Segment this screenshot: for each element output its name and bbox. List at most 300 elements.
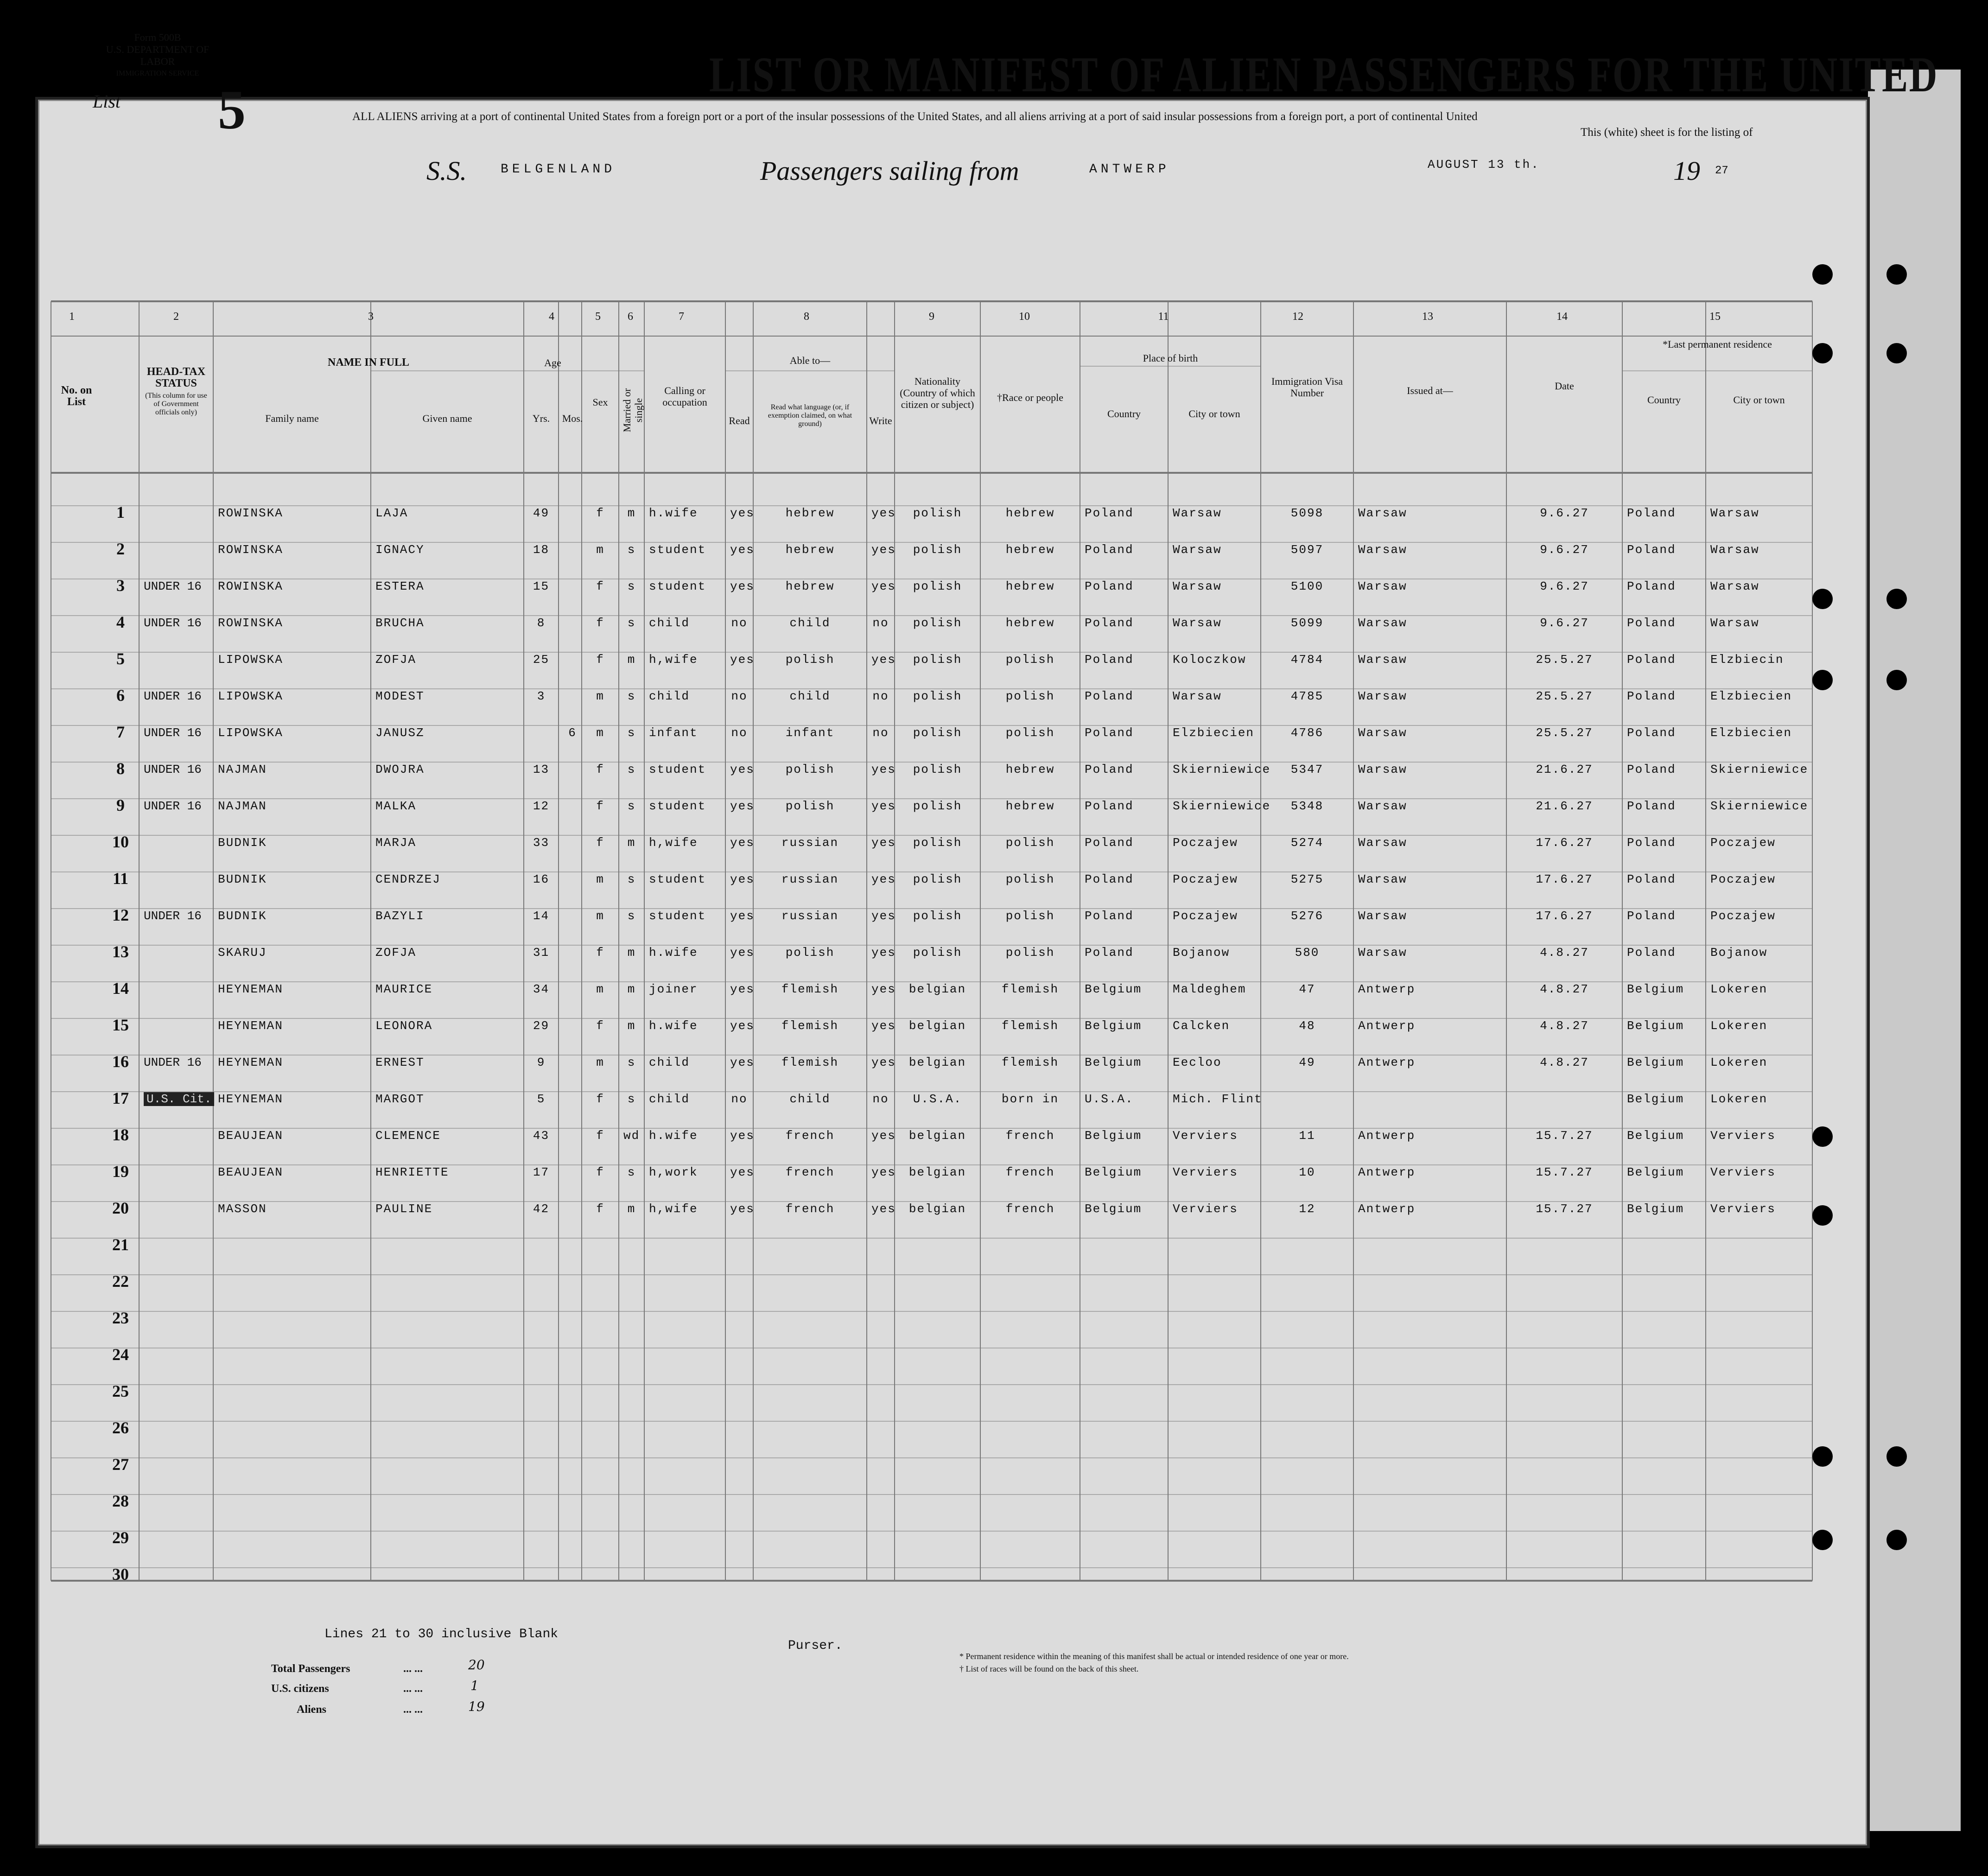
cell-sex: f [596,1092,604,1106]
cell-ht: UNDER 16 [144,763,202,776]
cell-race: born in [1001,1092,1059,1106]
cell-yrs: 13 [533,763,550,776]
cell-rt: Bojanow [1710,946,1768,960]
cell-giv: CENDRZEJ [375,872,441,886]
cell-ht: UNDER 16 [144,909,202,923]
cell-yrs: 29 [533,1019,550,1033]
year-prefix: 19 [1673,156,1700,186]
cell-lang: russian [781,909,839,923]
cell-iss: Warsaw [1358,579,1407,593]
cell-lang: hebrew [785,543,835,557]
cell-iss: Warsaw [1358,543,1407,557]
cell-fam: ROWINSKA [218,616,283,630]
cell-date: 9.6.27 [1540,616,1589,630]
uscit-dots: ... ... [403,1683,423,1695]
cell-bt: Skierniewice [1173,763,1271,776]
cell-visa: 5097 [1290,543,1324,557]
cell-rc: Belgium [1627,1202,1684,1216]
punch-hole [1812,1126,1833,1147]
row-number: 10 [112,833,129,851]
cell-fam: NAJMAN [218,799,267,813]
column-number: 15 [1709,311,1721,323]
cell-write: yes [871,799,896,813]
cell-nat: polish [913,543,962,557]
cell-fam: LIPOWSKA [218,689,283,703]
cell-iss: Antwerp [1358,1056,1416,1069]
cell-read: no [731,1092,748,1106]
cell-nat: U.S.A. [913,1092,962,1106]
cell-read: yes [730,1165,755,1179]
cell-iss: Antwerp [1358,982,1416,996]
cell-ms: m [627,982,636,996]
cell-visa: 47 [1299,982,1315,996]
cell-nat: polish [913,579,962,593]
cell-sex: f [596,946,604,960]
cell-visa: 48 [1299,1019,1315,1033]
cell-giv: ESTERA [375,579,425,593]
cell-read: yes [730,763,755,776]
cell-read: yes [730,836,755,850]
residence-note: * Permanent residence within the meaning of this manifest shall be actual or intended residence of one year or more. [959,1652,1349,1661]
cell-sex: f [596,579,604,593]
cell-iss: Warsaw [1358,836,1407,850]
cell-ms: s [627,799,636,813]
cell-ms: m [627,946,636,960]
cell-visa: 5100 [1290,579,1324,593]
header-head-tax: HEAD-TAX STATUS [146,366,206,389]
punch-hole [1886,670,1907,690]
cell-ms: s [627,1165,636,1179]
ship-name: BELGENLAND [501,162,616,177]
cell-sex: m [596,543,604,557]
row-number: 11 [112,869,128,888]
row-number: 15 [112,1016,129,1034]
cell-race: flemish [1001,1019,1059,1033]
cell-ht: UNDER 16 [144,1056,202,1069]
cell-occ: student [649,799,706,813]
cell-giv: ZOFJA [375,653,417,667]
cell-nat: polish [913,799,962,813]
cell-lang: polish [785,763,835,776]
punch-hole [1812,1530,1833,1550]
total-passengers-label: Total Passengers [271,1663,350,1675]
cell-read: yes [730,506,755,520]
cell-lang: child [789,616,831,630]
cell-write: no [872,616,889,630]
cell-read: yes [730,909,755,923]
row-number: 26 [112,1418,129,1437]
cell-date: 15.7.27 [1536,1129,1593,1143]
row-number: 13 [112,942,129,961]
cell-mos: 6 [568,726,577,740]
cell-read: yes [730,1019,755,1033]
cell-giv: BAZYLI [375,909,425,923]
punch-hole [1886,1446,1907,1467]
cell-race: polish [1005,689,1055,703]
cell-occ: h.wife [649,1129,698,1143]
cell-bt: Warsaw [1173,579,1222,593]
cell-race: hebrew [1005,506,1055,520]
cell-rt: Lokeren [1710,1092,1768,1106]
page-title: LIST OR MANIFEST OF ALIEN PASSENGERS FOR THE UNITED [709,47,1938,102]
cell-giv: DWOJRA [375,763,425,776]
row-number: 19 [112,1162,129,1181]
header-able-to: Able to— [789,355,831,366]
cell-read: yes [730,1202,755,1216]
cell-bt: Warsaw [1173,543,1222,557]
cell-bt: Poczajew [1173,836,1238,850]
cell-write: yes [871,506,896,520]
cell-date: 4.8.27 [1540,1019,1589,1033]
cell-giv: MODEST [375,689,425,703]
cell-rc: Poland [1627,506,1676,520]
cell-rc: Poland [1627,689,1676,703]
cell-bt: Bojanow [1173,946,1230,960]
cell-lang: russian [781,872,839,886]
cell-giv: MALKA [375,799,417,813]
cell-read: yes [730,946,755,960]
cell-yrs: 34 [533,982,550,996]
cell-race: hebrew [1005,616,1055,630]
column-number: 1 [69,311,75,323]
row-number: 28 [112,1492,129,1510]
cell-race: french [1005,1165,1055,1179]
cell-occ: h.wife [649,946,698,960]
cell-occ: h,wife [649,836,698,850]
cell-fam: HEYNEMAN [218,1019,283,1033]
cell-rt: Poczajew [1710,872,1776,886]
cell-lang: hebrew [785,579,835,593]
cell-write: yes [871,1165,896,1179]
row-number: 2 [116,540,125,558]
header-yrs: Yrs. [532,413,550,424]
cell-write: yes [871,1202,896,1216]
cell-iss: Warsaw [1358,872,1407,886]
cell-occ: h,wife [649,1202,698,1216]
cell-read: yes [730,1056,755,1069]
column-number: 14 [1556,311,1568,323]
year-suffix: 27 [1715,165,1728,177]
header-name-in-full: NAME IN FULL [327,356,409,369]
cell-write: yes [871,836,896,850]
column-number: 3 [368,311,374,323]
header-issued-at: Issued at— [1407,385,1453,396]
cell-lang: polish [785,653,835,667]
cell-iss: Antwerp [1358,1019,1416,1033]
list-label: List [93,91,121,112]
cell-read: no [731,616,748,630]
cell-fam: HEYNEMAN [218,1092,283,1106]
cell-yrs: 25 [533,653,550,667]
cell-visa: 5098 [1290,506,1324,520]
header-head-tax-note: (This column for use of Government officials only) [145,392,207,416]
punch-hole [1812,1446,1833,1467]
cell-rc: Poland [1627,543,1676,557]
cell-ms: m [627,1202,636,1216]
cell-date: 21.6.27 [1536,799,1593,813]
cell-write: yes [871,763,896,776]
cell-yrs: 15 [533,579,550,593]
purser-label: Purser. [788,1639,843,1653]
cell-race: polish [1005,653,1055,667]
cell-rc: Poland [1627,836,1676,850]
cell-write: yes [871,872,896,886]
cell-fam: LIPOWSKA [218,726,283,740]
cell-rc: Poland [1627,726,1676,740]
row-number: 6 [116,686,125,705]
header-family-name: Family name [265,413,319,424]
cell-ht: UNDER 16 [144,799,202,813]
cell-date: 4.8.27 [1540,1056,1589,1069]
cell-ht: UNDER 16 [144,689,202,703]
cell-date: 21.6.27 [1536,763,1593,776]
cell-race: flemish [1001,1056,1059,1069]
cell-giv: LAJA [375,506,408,520]
cell-fam: BUDNIK [218,909,267,923]
cell-ms: s [627,1092,636,1106]
cell-ht: UNDER 16 [144,579,202,593]
cell-fam: ROWINSKA [218,579,283,593]
cell-bc: U.S.A. [1085,1092,1134,1106]
cell-bc: Poland [1085,543,1134,557]
cell-date: 9.6.27 [1540,579,1589,593]
cell-write: no [872,1092,889,1106]
row-number: 18 [112,1126,129,1144]
cell-giv: MARGOT [375,1092,425,1106]
cell-lang: french [785,1129,835,1143]
cell-giv: IGNACY [375,543,425,557]
us-citizens-label: U.S. citizens [271,1683,329,1695]
cell-rc: Poland [1627,872,1676,886]
cell-sex: f [596,763,604,776]
cell-race: flemish [1001,982,1059,996]
cell-race: hebrew [1005,543,1055,557]
punch-hole [1886,264,1907,285]
cell-occ: h,wife [649,653,698,667]
cell-rc: Poland [1627,763,1676,776]
cell-bt: Warsaw [1173,689,1222,703]
column-number: 2 [173,311,179,323]
row-number: 8 [116,759,125,778]
cell-race: polish [1005,726,1055,740]
cell-giv: LEONORA [375,1019,433,1033]
cell-rt: Warsaw [1710,543,1759,557]
cell-occ: student [649,579,706,593]
cell-lang: child [789,689,831,703]
cell-fam: HEYNEMAN [218,1056,283,1069]
cell-occ: child [649,1092,690,1106]
cell-rt: Verviers [1710,1202,1776,1216]
total-passengers-value: 20 [468,1657,485,1673]
cell-nat: polish [913,726,962,740]
cell-race: hebrew [1005,799,1055,813]
cell-bc: Poland [1085,763,1134,776]
cell-iss: Antwerp [1358,1129,1416,1143]
cell-date: 17.6.27 [1536,872,1593,886]
cell-bc: Belgium [1085,1056,1142,1069]
cell-nat: polish [913,506,962,520]
cell-fam: SKARUJ [218,946,267,960]
cell-sex: f [596,1202,604,1216]
row-number: 12 [112,906,129,924]
cell-date: 25.5.27 [1536,726,1593,740]
subtitle-line-1: ALL ALIENS arriving at a port of continental United States from a foreign port or a port of the insular possessions of the United States, and all aliens arriving at a port of said insular possessions from a foreign port, a port of continental United [352,110,1478,123]
header-write: Write [869,415,892,426]
cell-fam: BUDNIK [218,836,267,850]
cell-bt: Eecloo [1173,1056,1222,1069]
punch-hole [1812,1205,1833,1226]
cell-sex: f [596,799,604,813]
us-citizens-value: 1 [470,1678,479,1693]
cell-visa: 49 [1299,1056,1315,1069]
header-given-name: Given name [422,413,472,424]
header-last-res: *Last permanent residence [1663,338,1772,350]
race-note: † List of races will be found on the back of this sheet. [959,1664,1139,1673]
header-married: Married or single [621,388,644,432]
header-race: †Race or people [997,392,1063,403]
cell-bt: Warsaw [1173,616,1222,630]
cell-ms: m [627,1019,636,1033]
column-number: 9 [929,311,934,323]
cell-iss: Warsaw [1358,799,1407,813]
cell-date: 4.8.27 [1540,982,1589,996]
cell-nat: belgian [908,1202,966,1216]
cell-iss: Warsaw [1358,653,1407,667]
aliens-value: 19 [468,1699,485,1714]
cell-ms: m [627,653,636,667]
row-number: 1 [116,503,125,521]
department: U.S. DEPARTMENT OF LABOR [106,44,210,67]
cell-rt: Elzbiecien [1710,726,1792,740]
cell-fam: BUDNIK [218,872,267,886]
cell-yrs: 3 [537,689,546,703]
cell-ms: m [627,506,636,520]
cell-write: yes [871,579,896,593]
cell-giv: BRUCHA [375,616,425,630]
cell-rt: Skierniewice [1710,799,1809,813]
cell-rc: Poland [1627,579,1676,593]
cell-rc: Belgium [1627,1092,1684,1106]
cell-nat: polish [913,616,962,630]
cell-iss: Warsaw [1358,689,1407,703]
cell-yrs: 18 [533,543,550,557]
total-dots: ... ... [403,1663,423,1675]
cell-visa: 4784 [1290,653,1324,667]
cell-ms: s [627,689,636,703]
header-no-on-list: No. on List [61,384,92,408]
header-date: Date [1555,380,1574,392]
cell-bt: Koloczkow [1173,653,1246,667]
cell-date: 9.6.27 [1540,506,1589,520]
cell-yrs: 49 [533,506,550,520]
cell-nat: polish [913,909,962,923]
cell-sex: f [596,1129,604,1143]
cell-ms: m [627,836,636,850]
cell-nat: polish [913,946,962,960]
list-number: 5 [218,79,246,140]
cell-yrs: 17 [533,1165,550,1179]
cell-rt: Lokeren [1710,1019,1768,1033]
cell-occ: student [649,763,706,776]
cell-rt: Poczajew [1710,909,1776,923]
cell-read: yes [730,653,755,667]
cell-rc: Belgium [1627,1165,1684,1179]
row-number: 22 [112,1272,129,1291]
cell-visa: 10 [1299,1165,1315,1179]
cell-bt: Elzbiecien [1173,726,1255,740]
cell-yrs: 16 [533,872,550,886]
punch-hole [1886,343,1907,363]
header-res-city: City or town [1733,394,1785,406]
cell-read: yes [730,799,755,813]
cell-bt: Verviers [1173,1202,1238,1216]
cell-sex: m [596,1056,604,1069]
cell-occ: student [649,543,706,557]
cell-occ: joiner [649,982,698,996]
cell-visa: 5347 [1290,763,1324,776]
cell-ms: s [627,763,636,776]
cell-date: 9.6.27 [1540,543,1589,557]
punch-hole [1812,670,1833,690]
cell-sex: f [596,1019,604,1033]
cell-lang: flemish [781,1056,839,1069]
cell-lang: french [785,1165,835,1179]
row-number: 29 [112,1528,129,1547]
row-number: 4 [116,613,125,631]
cell-nat: belgian [908,982,966,996]
punch-hole [1886,1530,1907,1550]
cell-ht: UNDER 16 [144,726,202,740]
cell-ms: s [627,579,636,593]
cell-bc: Belgium [1085,1202,1142,1216]
row-number: 16 [112,1052,129,1071]
cell-write: no [872,689,889,703]
cell-sex: m [596,872,604,886]
punch-hole [1812,589,1833,609]
cell-nat: polish [913,689,962,703]
cell-sex: f [596,1165,604,1179]
header-sex: Sex [592,396,608,408]
cell-giv: ZOFJA [375,946,417,960]
cell-rc: Belgium [1627,1056,1684,1069]
cell-bt: Maldeghem [1173,982,1246,996]
row-number: 30 [112,1565,129,1583]
cell-rt: Lokeren [1710,982,1768,996]
cell-visa: 5099 [1290,616,1324,630]
departure-port: ANTWERP [1089,162,1170,177]
header-mos: Mos. [562,413,583,424]
cell-rc: Belgium [1627,1019,1684,1033]
cell-bc: Poland [1085,616,1134,630]
cell-rt: Elzbiecien [1710,689,1792,703]
column-number: 7 [679,311,684,323]
cell-iss: Warsaw [1358,726,1407,740]
cell-yrs: 33 [533,836,550,850]
cell-bc: Poland [1085,872,1134,886]
cell-ht: UNDER 16 [144,616,202,630]
cell-read: yes [730,1129,755,1143]
cell-giv: MARJA [375,836,417,850]
cell-ms: s [627,726,636,740]
cell-giv: MAURICE [375,982,433,996]
cell-nat: polish [913,836,962,850]
cell-race: polish [1005,872,1055,886]
cell-occ: student [649,872,706,886]
cell-occ: h.wife [649,1019,698,1033]
cell-fam: ROWINSKA [218,543,283,557]
cell-race: polish [1005,909,1055,923]
cell-nat: polish [913,872,962,886]
